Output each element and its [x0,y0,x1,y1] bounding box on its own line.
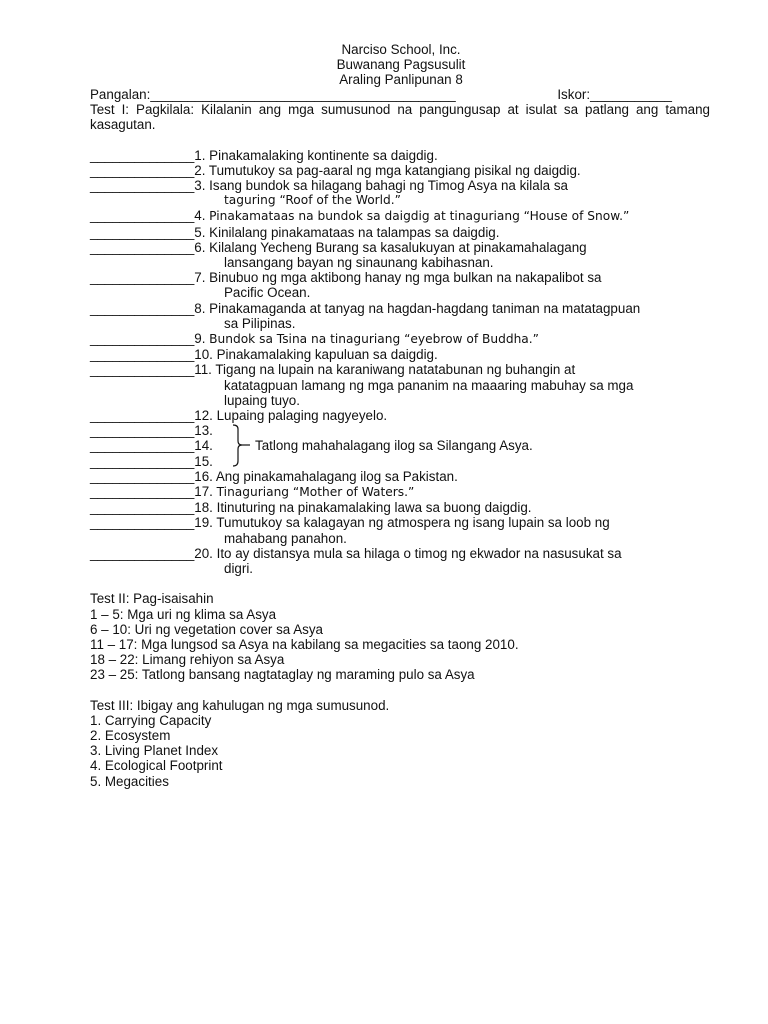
test2-title: Test II: Pag-isaisahin [90,591,214,607]
test1-item-16 [90,469,712,484]
item-continuation: katatagpuan lamang ng mga pananim na maaaring mabuhay sa mga [224,377,634,393]
item-question: Pinakamataas na bundok sa daigdig at tinaguriang “House of Snow.” [209,209,630,224]
answer-blank[interactable]: ______________ [90,468,195,484]
item-number: 2. [194,162,209,178]
item-continuation: digri. [224,561,254,577]
test1-item-3 [90,178,712,193]
item-number: 4. [194,208,210,224]
test1-item-20 [90,546,712,561]
item-number: 13. [194,423,213,439]
spacer [90,133,712,148]
spacer [90,576,712,591]
answer-blank[interactable]: ______________ [90,515,195,531]
answer-blank[interactable]: ______________ [90,408,195,424]
answer-blank[interactable]: ______________ [90,453,195,469]
test1-item-1 [90,148,712,163]
item-text [194,469,712,484]
item-question: Binubuo ng mga aktibong hanay ng mga bulkan na nakapalibot sa [209,270,602,286]
item-question: Ito ay distansya mula sa hilaga o timog ng ekwador na nasusukat sa [216,545,622,561]
answer-blank[interactable]: ______________ [90,147,195,163]
test3-item: 5. Megacities [90,773,169,789]
item-question: Tumutukoy sa pag-aaral ng mga katangiang pisikal ng daigdig. [208,162,581,178]
brace-bracket [230,423,250,468]
item-number: 16. [194,468,216,484]
answer-blank[interactable]: ______________ [90,362,195,378]
test1-item-12 [90,408,712,423]
item-number: 1. [194,147,210,163]
answer-blank[interactable]: ______________ [90,270,195,286]
header [90,42,712,87]
item-question: Bundok sa Tsina na tinaguriang “eyebrow of Buddha.” [209,332,539,347]
item-text [194,408,712,423]
subject-title: Araling Panlipunan 8 [339,72,463,87]
item-number: 8. [194,300,210,316]
item-number: 20. [194,545,217,561]
test3-item: 3. Living Planet Index [90,743,219,759]
score-label: Iskor: [557,87,591,102]
item-number: 19. [194,515,217,531]
item-number: 11. [194,362,216,378]
item-text [194,454,712,469]
item-number: 5. [194,224,210,240]
item-question: Ang pinakamahalagang ilog sa Pakistan. [215,468,458,484]
answer-blank[interactable]: ______________ [90,484,195,500]
test1-item-9 [90,331,712,347]
item-text [194,178,712,193]
item-continuation: lupaing tuyo. [224,392,300,408]
item-text [194,347,712,362]
score-field[interactable] [557,87,672,102]
item-question: Pinakamalaking kontinente sa daigdig. [209,147,438,163]
brace-path [233,425,242,466]
item-text [194,301,712,316]
item-number: 7. [194,270,210,286]
test1-item-8 [90,301,712,316]
test2-item: 18 – 22: Limang rehiyon sa Asya [90,652,285,668]
item-question: Tumutukoy sa kalagayan ng atmospera ng isang lupain sa loob ng [216,515,610,531]
item-question: Isang bundok sa hilagang bahagi ng Timog Asya na kilala sa [209,178,568,194]
test3-item: 1. Carrying Capacity [90,712,212,728]
answer-blank[interactable]: ______________ [90,300,195,316]
test1-item-18 [90,500,712,515]
test3-items [90,713,712,789]
item-text [194,240,712,255]
answer-blank[interactable]: ______________ [90,162,195,178]
item-question: Tigang na lupain na karaniwang natatabunan ng buhangin at [215,362,576,378]
item-question: Kinilalang pinakamataas na talampas sa daigdig. [209,224,500,240]
spacer [90,683,712,698]
test2-items [90,607,712,683]
item-number: 10. [194,347,217,363]
answer-blank[interactable]: ______________ [90,438,195,454]
item-number: 12. [194,408,217,424]
item-text [194,423,712,438]
answer-blank[interactable]: ______________ [90,500,195,516]
test2-item: 6 – 10: Uri ng vegetation cover sa Asya [90,621,323,637]
item-number: 3. [194,178,210,194]
school-name: Narciso School, Inc. [341,42,461,57]
bracket-label: Tatlong mahahalagang ilog sa Silangang Asya. [255,438,533,454]
item-question: Pinakamaganda at tanyag na hagdan-hagdang taniman na matatagpuan [209,300,641,316]
item-text [194,163,712,178]
item-question: Pinakamalaking kapuluan sa daigdig. [216,347,438,363]
test3-item: 2. Ecosystem [90,727,171,743]
item-continuation: lansangang bayan ng sinaunang kabihasnan. [224,255,494,271]
test2-item: 11 – 17: Mga lungsod sa Asya na kabilang sa megacities sa taong 2010. [90,636,519,652]
answer-blank[interactable]: ______________ [90,208,195,224]
answer-blank[interactable]: ______________ [90,347,195,363]
test1-item-19 [90,515,712,530]
name-label: Pangalan: [90,87,151,102]
item-continuation: mahabang panahon. [224,530,347,546]
test1-items [90,148,712,577]
name-score-row [90,87,712,102]
test1-item-11 [90,362,712,377]
item-text [194,515,712,530]
item-text [194,500,712,515]
item-text [194,270,712,285]
test1-item-7 [90,270,712,285]
answer-blank[interactable]: ______________ [90,331,195,347]
answer-blank[interactable]: ______________ [90,224,195,240]
item-question: Kilalang Yecheng Burang sa kasalukuyan at pinakamahalagang [209,239,587,255]
test3-title: Test III: Ibigay ang kahulugan ng mga sumusunod. [90,697,390,713]
item-text [194,148,712,163]
name-field[interactable] [90,87,456,102]
test1-title: Test I: Pagkilala: Kilalanin ang mga sumusunod na pangungusap at isulat sa patlang ang tamang kasagutan. [90,102,710,133]
item-question: Lupaing palaging nagyeyelo. [216,408,388,424]
item-number: 18. [194,500,217,516]
item-text [194,225,712,240]
name-blank[interactable]: _________________________________________ [150,87,456,102]
item-continuation: taguring “Roof of the World.” [224,193,401,208]
item-text [194,546,712,561]
exam-title: Buwanang Pagsusulit [336,57,466,72]
item-text [194,208,712,224]
item-question: Tinaguriang “Mother of Waters.” [216,485,415,500]
answer-blank[interactable]: ______________ [90,178,195,194]
item-text [194,331,712,347]
item-question: Itinuturing na pinakamalaking lawa sa buong daigdig. [216,500,532,516]
test2-item: 23 – 25: Tatlong bansang nagtataglay ng maraming pulo sa Asya [90,667,475,683]
answer-blank[interactable]: ______________ [90,423,195,439]
test1-item-17 [90,484,712,500]
answer-blank[interactable]: ______________ [90,545,195,561]
test1-item-5 [90,225,712,240]
item-number: 17. [194,484,217,500]
test2-item: 1 – 5: Mga uri ng klima sa Asya [90,606,277,622]
answer-blank[interactable]: ______________ [90,239,195,255]
item-continuation: Pacific Ocean. [224,285,311,301]
score-blank[interactable]: ___________ [590,87,672,102]
item-number: 6. [194,239,210,255]
item-text [194,362,712,377]
item-continuation: sa Pilipinas. [224,315,296,331]
test1-item-6 [90,240,712,255]
item-number: 14. [194,438,213,454]
item-number: 15. [194,453,213,469]
test3-item: 4. Ecological Footprint [90,758,223,774]
test1-item-2 [90,163,712,178]
test1-item-15 [90,454,712,469]
item-text [194,484,712,500]
test1-item-4 [90,208,712,224]
test1-item-10 [90,347,712,362]
item-number: 9. [194,331,210,347]
